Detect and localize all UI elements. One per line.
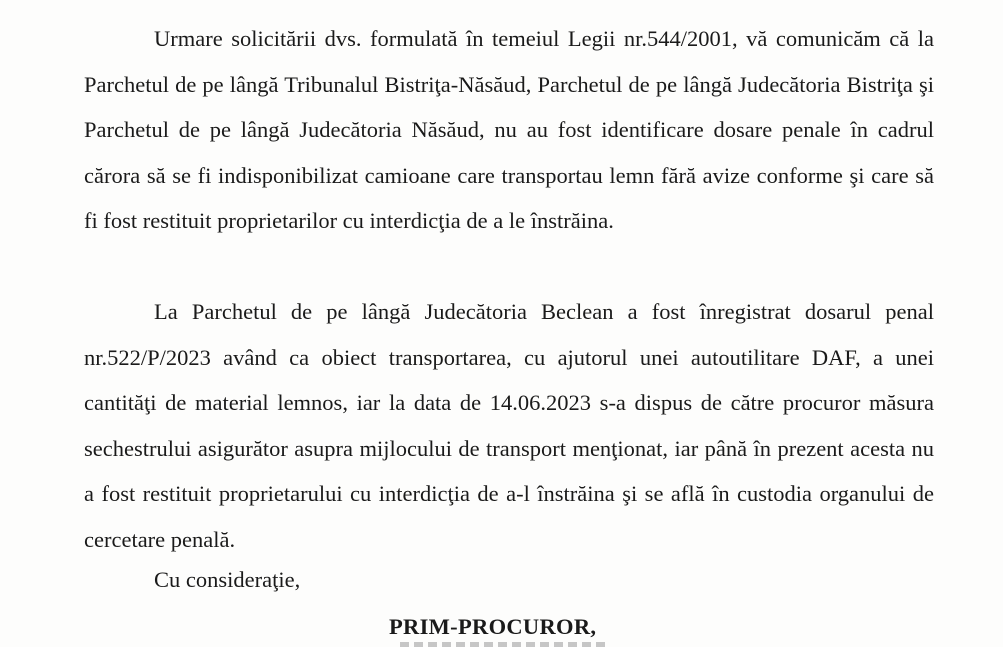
signature-title: PRIM-PROCUROR, [389,614,597,639]
paragraph-case-details: La Parchetul de pe lângă Judecătoria Beclean a fost înregistrat dosarul penal nr.522/P/2023 având ca obiect transportarea, cu ajutorul unei autoutilitare DAF, a unei cantităţi de material lemnos, iar la data de 14.06.2023 s-a dispus de către procuror măsura sechestrului asigurător asupra mijlocului de transport menţionat, iar până în prezent acesta nu a fost restituit proprietarului cu interdicţia de a-l înstrăina şi se află în custodia organului de cercetare penală. [84,299,934,552]
cut-off-name-line [400,642,610,647]
paragraph-response: Urmare solicitării dvs. formulată în temeiul Legii nr.544/2001, vă comunicăm că la Parchetul de pe lângă Tribunalul Bistriţa-Năsăud, Parchetul de pe lângă Judecătoria Bistriţa şi Parchetul de pe lângă Judecătoria Năsăud, nu au fost identificare dosare penale în cadrul cărora să se fi indisponibilizat camioane care transportau lemn fără avize conforme şi care să fi fost restituit proprietarilor cu interdicţia de a le înstrăina. [84,26,934,233]
closing-salutation: Cu consideraţie, [154,567,301,592]
